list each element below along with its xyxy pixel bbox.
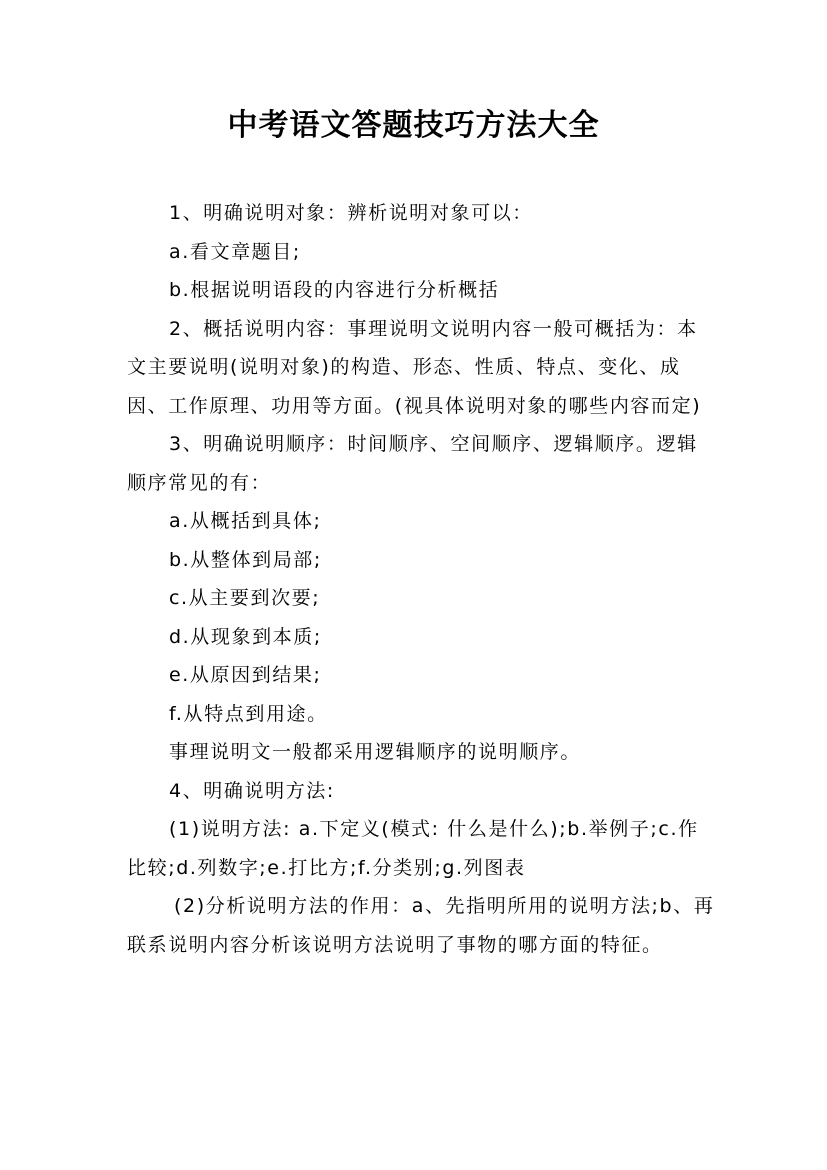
paragraph: 3、明确说明顺序：时间顺序、空间顺序、逻辑顺序。逻辑顺序常见的有：	[127, 433, 698, 494]
paragraph: b.从整体到局部;	[169, 548, 322, 571]
paragraph: 2、概括说明内容：事理说明文说明内容一般可概括为：本文主要说明(说明对象)的构造、形态、性质、特点、变化、成因、工作原理、功用等方面。(视具体说明对象的哪些内容而定)	[127, 317, 702, 417]
paragraph: b.根据说明语段的内容进行分析概括	[169, 279, 500, 301]
paragraph: e.从原因到结果;	[169, 664, 322, 686]
paragraph: a.从概括到具体;	[169, 510, 322, 532]
paragraph: (1)说明方法: a.下定义(模式: 什么是什么);b.举例子;c.作比较;d.列数字;e.打比方;f.分类别;g.列图表	[127, 818, 699, 879]
paragraph: f.从特点到用途。	[169, 702, 328, 725]
paragraph: (2)分析说明方法的作用：a、先指明所用的说明方法;b、再联系说明内容分析该说明方法说明了事物的哪方面的特征。	[127, 895, 715, 956]
paragraph: c.从主要到次要;	[169, 587, 321, 609]
document-body	[127, 194, 717, 964]
paragraph: 1、明确说明对象：辨析说明对象可以：	[169, 202, 533, 224]
paragraph: 事理说明文一般都采用逻辑顺序的说明顺序。	[169, 741, 582, 763]
paragraph: 4、明确说明方法:	[169, 779, 335, 802]
document-title: 中考语文答题技巧方法大全	[227, 108, 600, 143]
paragraph: a.看文章题目;	[169, 240, 301, 263]
paragraph: d.从现象到本质;	[169, 625, 322, 648]
